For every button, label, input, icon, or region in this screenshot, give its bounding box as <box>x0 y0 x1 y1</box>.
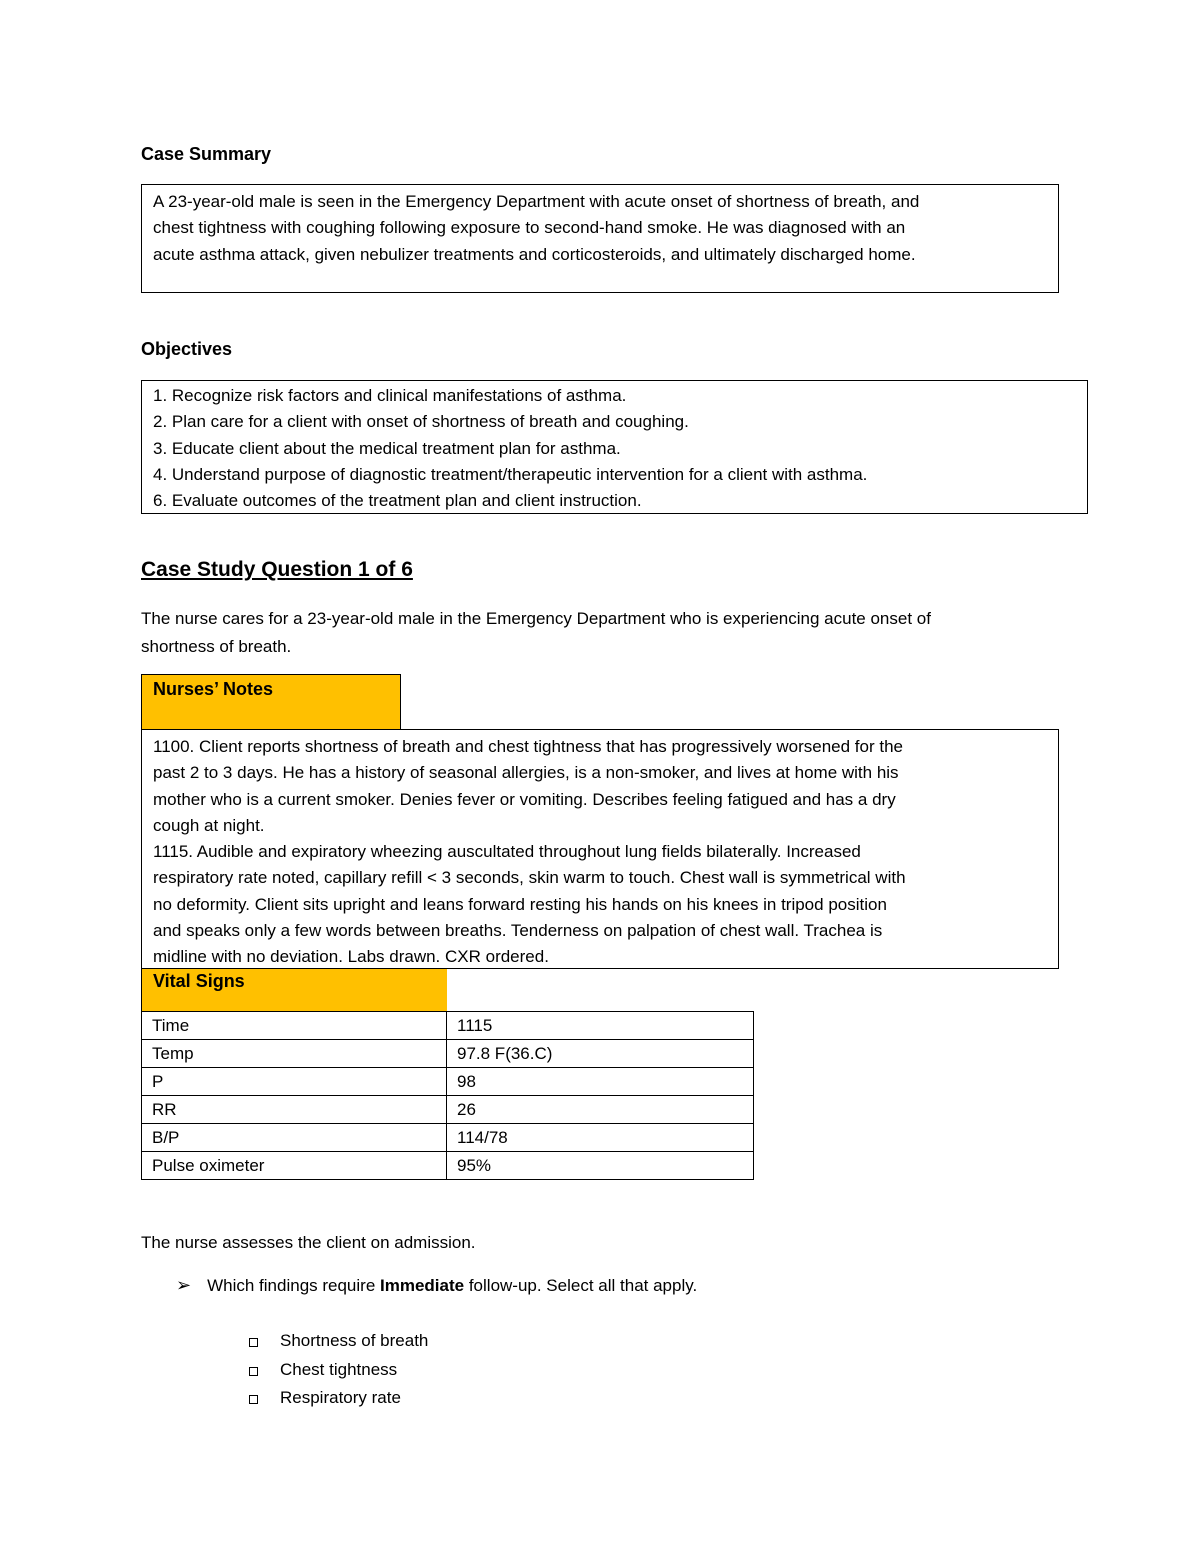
option-chest-tightness[interactable] <box>249 1360 397 1380</box>
objective-item: 4. Understand purpose of diagnostic treatment/therapeutic intervention for a client with asthma. <box>153 464 868 484</box>
note-line: respiratory rate noted, capillary refill < 3 seconds, skin warm to touch. Chest wall is symmetrical with <box>153 868 906 888</box>
option-shortness-of-breath[interactable] <box>249 1331 428 1351</box>
assessment-prompt <box>176 1275 697 1296</box>
vital-signs-header <box>141 969 447 1012</box>
vital-value: 26 <box>447 1096 754 1124</box>
prompt-text: Which findings require Immediate follow-up. Select all that apply. <box>207 1275 698 1295</box>
question-title: Case Study Question 1 of 6 <box>141 558 413 581</box>
note-line: past 2 to 3 days. He has a history of seasonal allergies, is a non-smoker, and lives at home with his <box>153 763 899 783</box>
case-summary-heading: Case Summary <box>141 144 272 164</box>
option-label: Shortness of breath <box>280 1331 429 1350</box>
prompt-emphasis: Immediate <box>380 1275 465 1295</box>
vital-value: 97.8 F(36.C) <box>447 1040 754 1068</box>
nurses-notes-header <box>141 674 401 730</box>
table-row <box>142 1124 754 1152</box>
case-summary-box <box>141 184 1059 293</box>
checkbox-icon[interactable] <box>249 1367 258 1376</box>
case-summary-line: A 23-year-old male is seen in the Emergency Department with acute onset of shortness of breath, and <box>153 192 920 211</box>
checkbox-icon[interactable] <box>249 1338 258 1347</box>
table-row <box>142 1068 754 1096</box>
nurses-notes-box <box>141 729 1059 969</box>
vital-label: Pulse oximeter <box>142 1152 447 1180</box>
question-intro-line: The nurse cares for a 23-year-old male in the Emergency Department who is experiencing acute onset of <box>141 609 931 628</box>
vital-value: 114/78 <box>447 1124 754 1152</box>
note-line: and speaks only a few words between breaths. Tenderness on palpation of chest wall. Trachea is <box>153 921 883 941</box>
vital-label: P <box>142 1068 447 1096</box>
option-label: Respiratory rate <box>280 1388 401 1407</box>
note-line: 1115. Audible and expiratory wheezing auscultated throughout lung fields bilaterally. Increased <box>153 842 861 862</box>
option-respiratory-rate[interactable] <box>249 1388 401 1408</box>
checkbox-icon[interactable] <box>249 1395 258 1404</box>
assessment-statement: The nurse assesses the client on admission. <box>141 1233 476 1252</box>
objective-item: 3. Educate client about the medical treatment plan for asthma. <box>153 438 621 458</box>
note-line: no deformity. Client sits upright and leans forward resting his hands on his knees in tripod position <box>153 894 887 914</box>
nurses-notes-heading: Nurses’ Notes <box>153 679 274 699</box>
option-label: Chest tightness <box>280 1360 398 1379</box>
vital-signs-table <box>141 1011 754 1180</box>
note-line: 1100. Client reports shortness of breath and chest tightness that has progressively worsened for the <box>153 737 903 756</box>
objective-item: 1. Recognize risk factors and clinical manifestations of asthma. <box>153 386 627 405</box>
case-summary-line: chest tightness with coughing following exposure to second-hand smoke. He was diagnosed with an <box>153 218 906 238</box>
objectives-heading: Objectives <box>141 339 233 359</box>
question-intro <box>141 605 931 661</box>
vital-value: 1115 <box>447 1012 754 1040</box>
table-row <box>142 1012 754 1040</box>
table-row <box>142 1040 754 1068</box>
objectives-box <box>141 380 1088 514</box>
table-row <box>142 1096 754 1124</box>
note-line: mother who is a current smoker. Denies fever or vomiting. Describes feeling fatigued and has a dry <box>153 789 896 809</box>
vital-label: RR <box>142 1096 447 1124</box>
vital-signs-heading: Vital Signs <box>153 971 245 991</box>
case-summary-line: acute asthma attack, given nebulizer treatments and corticosteroids, and ultimately discharged home. <box>153 244 916 264</box>
vital-label: B/P <box>142 1124 447 1152</box>
objective-item: 2. Plan care for a client with onset of shortness of breath and coughing. <box>153 412 689 432</box>
vital-value: 98 <box>447 1068 754 1096</box>
note-line: cough at night. <box>153 815 265 835</box>
table-row <box>142 1152 754 1180</box>
vital-label: Time <box>142 1012 447 1040</box>
objective-item: 6. Evaluate outcomes of the treatment plan and client instruction. <box>153 491 642 511</box>
question-intro-line: shortness of breath. <box>141 637 292 656</box>
vital-label: Temp <box>142 1040 447 1068</box>
vital-value: 95% <box>447 1152 754 1180</box>
note-line: midline with no deviation. Labs drawn. CXR ordered. <box>153 947 549 967</box>
arrow-bullet-icon: ➢ <box>176 1275 192 1295</box>
